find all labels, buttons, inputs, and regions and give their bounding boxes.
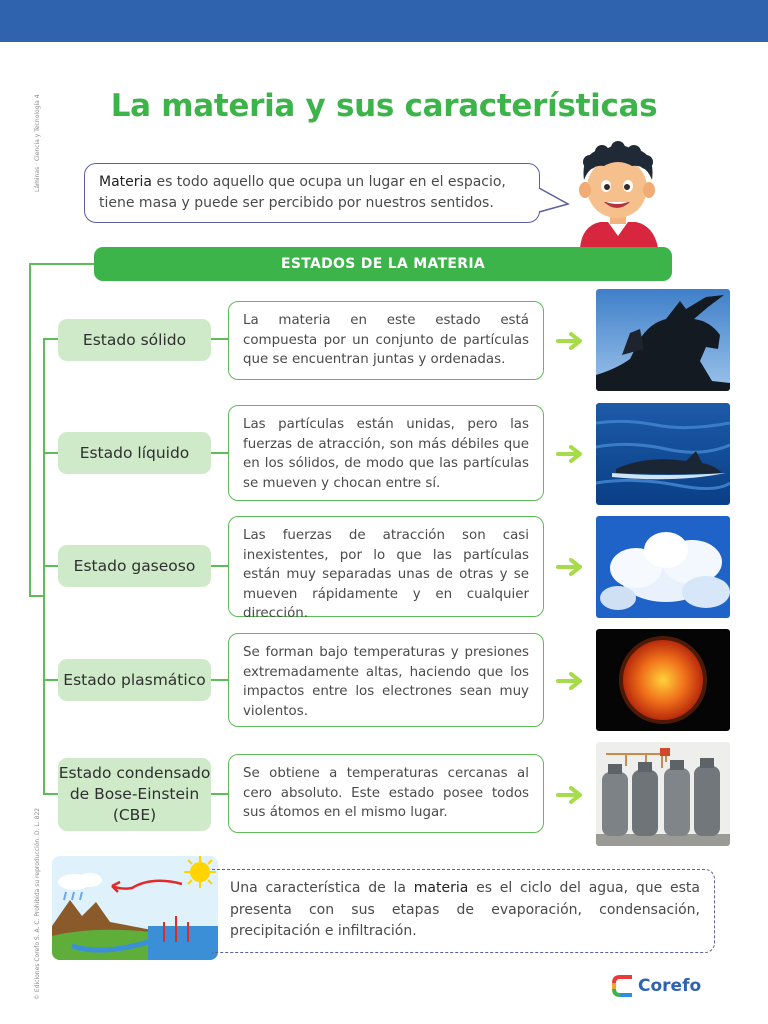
state-description-plasma: Se forman bajo temperaturas y presiones extremadamente altas, haciendo que los impactos entre los electrones sean muy violentos.: [228, 633, 544, 727]
connector-tick-cbe: [43, 793, 59, 795]
connector-tick-solid: [43, 338, 59, 340]
section-title-band: ESTADOS DE LA MATERIA: [94, 247, 672, 281]
state-description-liquid: Las partículas están unidas, pero las fuerzas de atracción, son más débiles que en los sólidos, de modo que las partículas se mueven y chocan entre sí.: [228, 405, 544, 501]
water-cycle-text-before: Una característica de la: [230, 880, 414, 896]
whale-ocean-photo: [596, 403, 730, 505]
link-line-cbe: [211, 793, 229, 795]
band-connector-line: [29, 263, 94, 265]
link-line-gas: [211, 565, 229, 567]
side-caption-bottom: © Ediciones Corefo S. A. C. Prohibida su reproducción. D. L. 822: [34, 807, 41, 1000]
top-blue-bar: [0, 0, 768, 42]
arrow-right-icon: [556, 786, 586, 804]
water-cycle-illustration: [52, 856, 218, 960]
arrow-right-icon: [556, 672, 586, 690]
branch-connector-line: [29, 595, 44, 597]
sun-photo: [596, 629, 730, 731]
statue-photo: [596, 289, 730, 391]
connector-tick-liquid: [43, 452, 59, 454]
side-caption-top: Láminas · Ciencia y Tecnología 4: [34, 94, 41, 192]
state-description-cbe: Se obtiene a temperaturas cercanas al cero absoluto. Este estado posee todos sus átomos en el mismo lugar.: [228, 754, 544, 833]
definition-term: Materia: [99, 174, 152, 190]
water-cycle-term: materia: [413, 880, 469, 896]
state-description-solid: La materia en este estado está compuesta por un conjunto de partículas que se encuentran juntas y ordenadas.: [228, 301, 544, 380]
state-label-gas: Estado gaseoso: [58, 545, 211, 587]
state-label-solid: Estado sólido: [58, 319, 211, 361]
boy-illustration: [568, 140, 666, 248]
arrow-right-icon: [556, 445, 586, 463]
water-cycle-note: [212, 869, 715, 953]
link-line-liquid: [211, 452, 229, 454]
corefo-logo: [612, 973, 701, 999]
corefo-logo-text: Corefo: [638, 976, 702, 996]
corefo-logo-icon: [612, 973, 634, 999]
state-description-gas: Las fuerzas de atracción son casi inexistentes, por lo que las partículas están muy separadas unas de otras y se mueven rápidamente y en cualquier dirección.: [228, 516, 544, 617]
gas-cylinders-photo: [596, 742, 730, 846]
water-cycle-text-after: es el ciclo del agua, que esta presenta con sus etapas de evaporación, condensación, precipitación e infiltración.: [230, 880, 700, 939]
clouds-photo: [596, 516, 730, 618]
state-label-cbe: Estado condensado de Bose-Einstein (CBE): [58, 758, 211, 831]
connector-tick-plasma: [43, 679, 59, 681]
connector-tick-gas: [43, 565, 59, 567]
state-label-plasma: Estado plasmático: [58, 659, 211, 701]
link-line-plasma: [211, 679, 229, 681]
definition-speech-bubble: [84, 163, 540, 223]
outer-connector-line: [29, 263, 31, 596]
arrow-right-icon: [556, 558, 586, 576]
state-label-liquid: Estado líquido: [58, 432, 211, 474]
link-line-solid: [211, 338, 229, 340]
speech-bubble-tail: [538, 186, 572, 216]
definition-text: es todo aquello que ocupa un lugar en el espacio, tiene masa y puede ser percibido por nuestros sentidos.: [99, 174, 506, 211]
arrow-right-icon: [556, 332, 586, 350]
page-title: La materia y sus características: [110, 88, 658, 124]
